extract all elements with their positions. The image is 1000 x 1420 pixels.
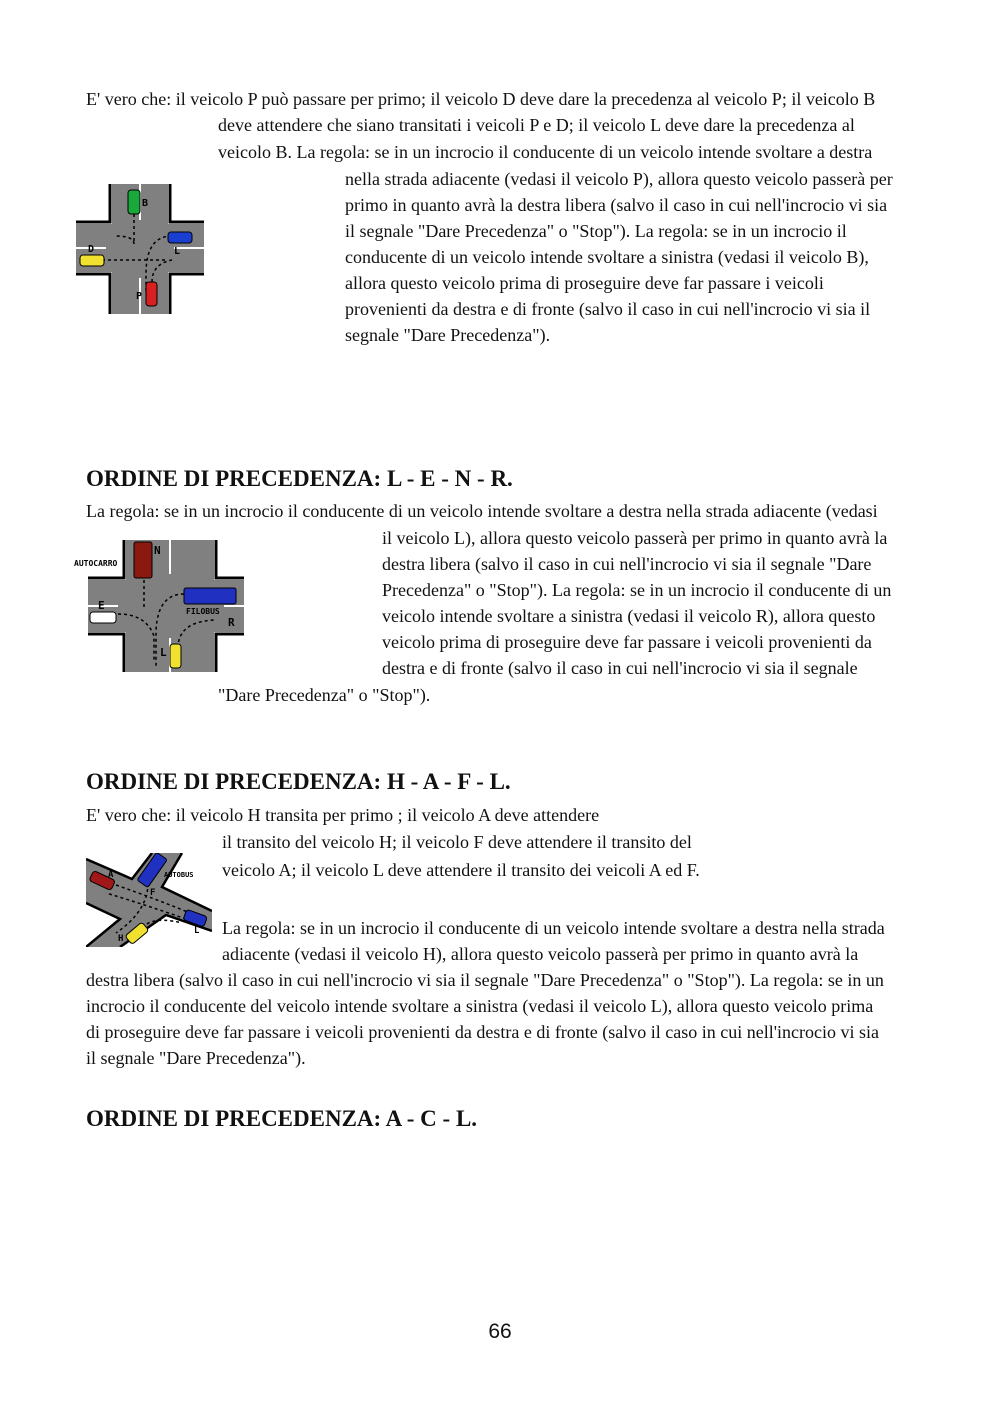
label-n: N — [154, 544, 161, 557]
section3-text-line: E' vero che: il veicolo H transita per primo ; il veicolo A deve attendere — [86, 805, 600, 825]
label-d: D — [88, 244, 95, 255]
section1-text-line: il segnale "Dare Precedenza" o "Stop"). La regola: se in un incrocio il — [345, 221, 847, 241]
vehicle-b-icon — [128, 190, 140, 214]
section2-text-line: veicolo prima di proseguire deve far passare i veicoli provenienti da — [382, 632, 872, 652]
vehicle-d-icon — [80, 255, 104, 266]
intersection-figure-2 — [74, 540, 244, 672]
section1-text-line: conducente di un veicolo intende svoltare a sinistra (vedasi il veicolo B), — [345, 247, 869, 267]
label-p: P — [136, 291, 143, 302]
vehicle-p-icon — [146, 282, 157, 306]
section1-text-line: nella strada adiacente (vedasi il veicolo P), allora questo veicolo passerà per — [345, 169, 893, 189]
label-filobus: FILOBUS — [186, 607, 220, 616]
label-b: B — [142, 198, 149, 209]
section3-text-line: veicolo A; il veicolo L deve attendere il transito dei veicoli A ed F. — [222, 860, 700, 880]
label-autobus: AUTOBUS — [164, 871, 194, 879]
intersection-figure-3 — [86, 853, 212, 947]
section2-text-line: "Dare Precedenza" o "Stop"). — [218, 685, 431, 705]
section3-text-line: La regola: se in un incrocio il conducente di un veicolo intende svoltare a destra nella strada — [222, 918, 885, 938]
section2-text-line: La regola: se in un incrocio il conducente di un veicolo intende svoltare a destra nella strada adiacente (vedasi — [86, 501, 878, 521]
section2-text-line: il veicolo L), allora questo veicolo passerà per primo in quanto avrà la — [382, 528, 888, 548]
section3-text-line: il transito del veicolo H; il veicolo F deve attendere il transito del — [222, 832, 692, 852]
section4-heading: ORDINE DI PRECEDENZA: A - C - L. — [86, 1106, 478, 1131]
page-number: 66 — [488, 1320, 512, 1343]
section2-text-line: Precedenza" o "Stop"). La regola: se in un incrocio il conducente di un — [382, 580, 892, 600]
vehicle-l-icon — [170, 644, 181, 668]
label-l: L — [194, 926, 200, 936]
vehicle-n-icon — [134, 542, 152, 578]
vehicle-l-icon — [168, 232, 192, 243]
label-a: A — [108, 870, 114, 880]
label-r: R — [228, 616, 235, 629]
vehicle-e-icon — [90, 612, 116, 623]
section2-text-line: destra e di fronte (salvo il caso in cui nell'incrocio vi sia il segnale — [382, 658, 858, 678]
section1-text-line: provenienti da destra e di fronte (salvo il caso in cui nell'incrocio vi sia il — [345, 299, 871, 319]
label-autocarro: AUTOCARRO — [74, 559, 118, 568]
section3-heading: ORDINE DI PRECEDENZA: H - A - F - L. — [86, 769, 511, 794]
section2-heading: ORDINE DI PRECEDENZA: L - E - N - R. — [86, 466, 513, 491]
section2-text-line: veicolo intende svoltare a sinistra (vedasi il veicolo R), allora questo — [382, 606, 876, 626]
vehicle-r-icon — [184, 588, 236, 604]
section2-text-line: destra libera (salvo il caso in cui nell'incrocio vi sia il segnale "Dare — [382, 554, 872, 574]
section3-text-line: adiacente (vedasi il veicolo H), allora questo veicolo passerà per primo in quanto avrà la — [222, 944, 859, 964]
intersection-figure-1 — [76, 184, 204, 314]
section1-text-line: allora questo veicolo prima di proseguire deve far passare i veicoli — [345, 273, 824, 293]
section3-text-line: di proseguire deve far passare i veicoli provenienti da destra e di fronte (salvo il caso in cui nell'incrocio vi sia — [86, 1022, 879, 1042]
section3-text-line: il segnale "Dare Precedenza"). — [86, 1048, 306, 1068]
label-h: H — [118, 934, 124, 944]
label-e: E — [98, 599, 105, 612]
section1-text-line: E' vero che: il veicolo P può passare per primo; il veicolo D deve dare la precedenza al veicolo P; il veicolo B — [86, 89, 876, 109]
section3-text-line: destra libera (salvo il caso in cui nell'incrocio vi sia il segnale "Dare Precedenza" o "Stop"). La regola: se in un — [86, 970, 884, 990]
section1-text-line: primo in quanto avrà la destra libera (salvo il caso in cui nell'incrocio vi sia — [345, 195, 888, 215]
section3-text-line: incrocio il conducente del veicolo intende svoltare a sinistra (vedasi il veicolo L), allora questo veicolo prima — [86, 996, 874, 1016]
section1-text-line: veicolo B. La regola: se in un incrocio il conducente di un veicolo intende svoltare a destra — [218, 142, 873, 162]
label-f: F — [150, 888, 156, 898]
section1-text-line: segnale "Dare Precedenza"). — [345, 325, 551, 345]
label-l: L — [160, 646, 167, 659]
label-l: L — [174, 246, 181, 257]
section1-text-line: deve attendere che siano transitati i veicoli P e D; il veicolo L deve dare la precedenza al — [218, 115, 855, 135]
